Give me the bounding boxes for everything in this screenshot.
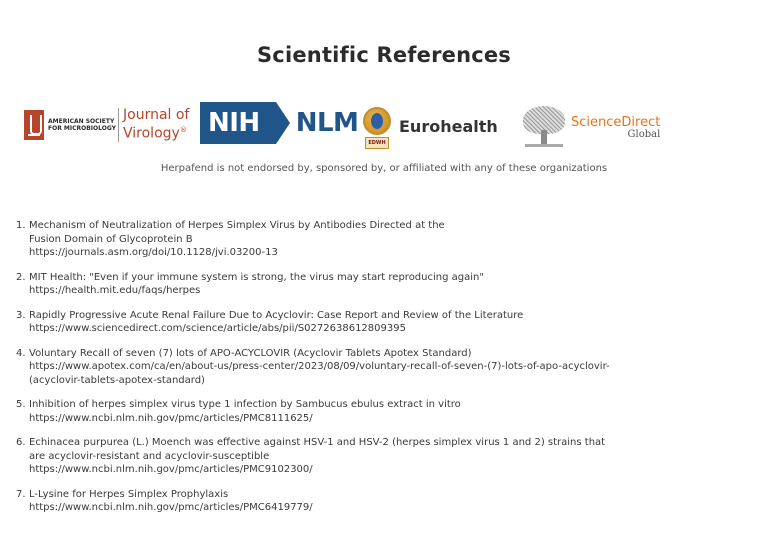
microscope-icon	[24, 110, 44, 140]
reference-link[interactable]: https://www.ncbi.nlm.nih.gov/pmc/articles/PMC6419779/	[29, 502, 313, 513]
reference-number: 2.	[16, 271, 26, 283]
journal-line-1: Journal of	[123, 107, 190, 124]
reference-link[interactable]: https://www.apotex.com/ca/en/about-us/press-center/2023/08/09/voluntary-recall-of-seven-(7)-lots-of-apo-acyclovir-	[29, 361, 610, 372]
reference-body	[29, 219, 746, 260]
asm-journal-of-virology-logo	[24, 108, 189, 142]
asm-name: AMERICAN SOCIETY FOR MICROBIOLOGY	[48, 118, 116, 132]
reference-body	[29, 436, 746, 477]
reference-item	[16, 436, 746, 477]
page-title: Scientific References	[256, 43, 512, 67]
reference-link[interactable]: https://health.mit.edu/faqs/herpes	[29, 285, 201, 296]
reference-number: 3.	[16, 309, 26, 321]
reference-title: Mechanism of Neutralization of Herpes Simplex Virus by Antibodies Directed at the	[29, 220, 445, 231]
reference-item	[16, 347, 746, 388]
reference-title: Rapidly Progressive Acute Renal Failure Due to Acyclovir: Case Report and Review of the Literature	[29, 309, 524, 321]
eurohealth-wordmark: Eurohealth	[399, 116, 498, 136]
reference-title: MIT Health: "Even if your immune system is strong, the virus may start reproducing again"	[29, 271, 484, 283]
journal-line-2: Virology	[123, 125, 180, 142]
tree-icon	[521, 106, 567, 148]
reference-link[interactable]: (acyclovir-tablets-apotex-standard)	[29, 374, 205, 386]
reference-item	[16, 219, 746, 260]
global-label: Global	[627, 128, 661, 140]
reference-body	[29, 347, 746, 388]
partner-logos	[0, 96, 768, 158]
reference-link[interactable]: https://journals.asm.org/doi/10.1128/jvi.03200-13	[29, 247, 278, 258]
reference-title: Fusion Domain of Glycoprotein B	[29, 233, 193, 245]
reference-number: 1.	[16, 220, 26, 231]
reference-number: 5.	[16, 399, 26, 410]
sciencedirect-logo	[521, 104, 660, 150]
reference-body	[29, 488, 746, 515]
eurohealth-logo	[360, 98, 498, 154]
nlm-wordmark: NLM	[295, 108, 359, 138]
nih-nlm-logo	[200, 102, 358, 144]
reference-item	[16, 309, 746, 336]
reference-link[interactable]: https://www.ncbi.nlm.nih.gov/pmc/articles/PMC8111625/	[29, 412, 313, 424]
reference-title: are acyclovir-resistant and acyclovir-susceptible	[29, 450, 270, 462]
nih-badge: NIH	[200, 102, 276, 144]
reference-item	[16, 271, 746, 298]
seal-badge: EDWH	[365, 137, 389, 149]
reference-body	[29, 398, 746, 425]
globe-icon	[363, 107, 391, 135]
reference-item	[16, 488, 746, 515]
globe-seal-icon	[360, 99, 394, 153]
reference-title: Voluntary Recall of seven (7) lots of APO-ACYCLOVIR (Acyclovir Tablets Apotex Standard)	[29, 347, 472, 359]
reference-list	[16, 219, 746, 526]
registered-mark: ®	[179, 126, 187, 135]
reference-link[interactable]: https://www.sciencedirect.com/science/article/abs/pii/S0272638612809395	[29, 323, 406, 334]
reference-number: 7.	[16, 488, 26, 500]
reference-number: 4.	[16, 347, 26, 359]
reference-item	[16, 398, 746, 425]
reference-title: Echinacea purpurea (L.) Moench was effective against HSV-1 and HSV-2 (herpes simplex virus 1 and 2) strains that	[29, 437, 606, 448]
sciencedirect-wordmark: ScienceDirect	[571, 114, 661, 130]
disclaimer: Herpafend is not endorsed by, sponsored by, or affiliated with any of these organizations	[160, 163, 608, 174]
reference-body	[29, 271, 746, 298]
reference-title: Inhibition of herpes simplex virus type 1 infection by Sambucus ebulus extract in vitro	[29, 399, 461, 410]
journal-of-virology-wordmark	[123, 108, 189, 142]
logo-divider	[118, 108, 119, 142]
reference-title: L-Lysine for Herpes Simplex Prophylaxis	[29, 488, 229, 500]
reference-body	[29, 309, 746, 336]
reference-number: 6.	[16, 437, 26, 448]
reference-link[interactable]: https://www.ncbi.nlm.nih.gov/pmc/articles/PMC9102300/	[29, 464, 313, 475]
